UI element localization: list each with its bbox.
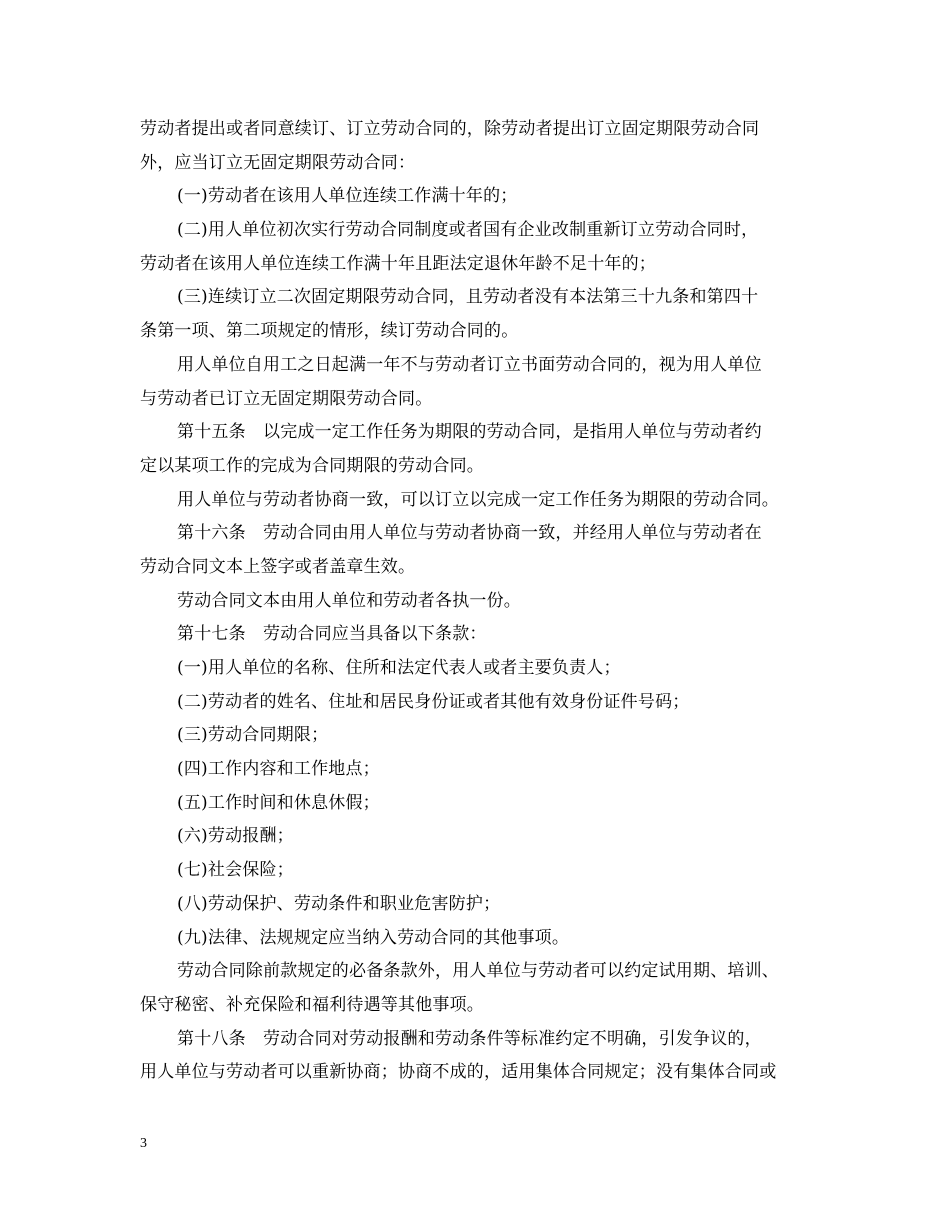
text-line: 劳动合同文本由用人单位和劳动者各执一份。 [177,590,521,611]
text-line: 外，应当订立无固定期限劳动合同： [140,152,416,173]
text-line: 与劳动者已订立无固定期限劳动合同。 [140,388,433,409]
list-item: (一)用人单位的名称、住所和法定代表人或者主要负责人； [177,658,621,678]
list-item: (五)工作时间和休息休假； [177,792,380,813]
list-item: (七)社会保险； [177,860,294,881]
text-line: 劳动合同除前款规定的必备条款外，用人单位与劳动者可以约定试用期、培训、 [177,961,779,982]
text-line: 劳动者提出或者同意续订、订立劳动合同的，除劳动者提出订立固定期限劳动合同 [140,119,760,139]
list-item: (二)劳动者的姓名、住址和居民身份证或者其他有效身份证件号码； [177,691,690,712]
text-line: 定以某项工作的完成为合同期限的劳动合同。 [140,455,484,476]
text-line: (二)用人单位初次实行劳动合同制度或者国有企业改制重新订立劳动合同时， [177,220,759,241]
text-line: 保守秘密、补充保险和福利待遇等其他事项。 [140,994,484,1015]
article-18-heading: 第十八条 劳动合同对劳动报酬和劳动条件等标准约定不明确，引发争议的， [177,1028,762,1049]
text-line: (三)连续订立二次固定期限劳动合同，且劳动者没有本法第三十九条和第四十 [177,287,759,308]
text-line: (一)劳动者在该用人单位连续工作满十年的； [177,186,518,207]
text-line: 用人单位与劳动者协商一致，可以订立以完成一定工作任务为期限的劳动合同。 [177,489,779,510]
text-line: 用人单位自用工之日起满一年不与劳动者订立书面劳动合同的，视为用人单位 [177,354,762,375]
article-17-heading: 第十七条 劳动合同应当具备以下条款： [177,624,487,645]
list-item: (四)工作内容和工作地点； [177,759,380,780]
document-body [140,113,820,1090]
list-item: (八)劳动保护、劳动条件和职业危害防护； [177,893,501,914]
list-item: (九)法律、法规规定应当纳入劳动合同的其他事项。 [177,927,570,948]
article-16-heading: 第十六条 劳动合同由用人单位与劳动者协商一致，并经用人单位与劳动者在 [177,523,762,544]
text-line: 用人单位与劳动者可以重新协商；协商不成的，适用集体合同规定；没有集体合同或 [140,1062,777,1083]
page-number: 3 [140,1136,147,1151]
text-line: 劳动合同文本上签字或者盖章生效。 [140,556,416,577]
list-item: (三)劳动合同期限； [177,725,329,746]
list-item: (六)劳动报酬； [177,826,294,847]
text-line: 劳动者在该用人单位连续工作满十年且距法定退休年龄不足十年的； [140,253,656,274]
text-line: 条第一项、第二项规定的情形，续订劳动合同的。 [140,321,519,342]
article-15-heading: 第十五条 以完成一定工作任务为期限的劳动合同，是指用人单位与劳动者约 [177,422,762,443]
